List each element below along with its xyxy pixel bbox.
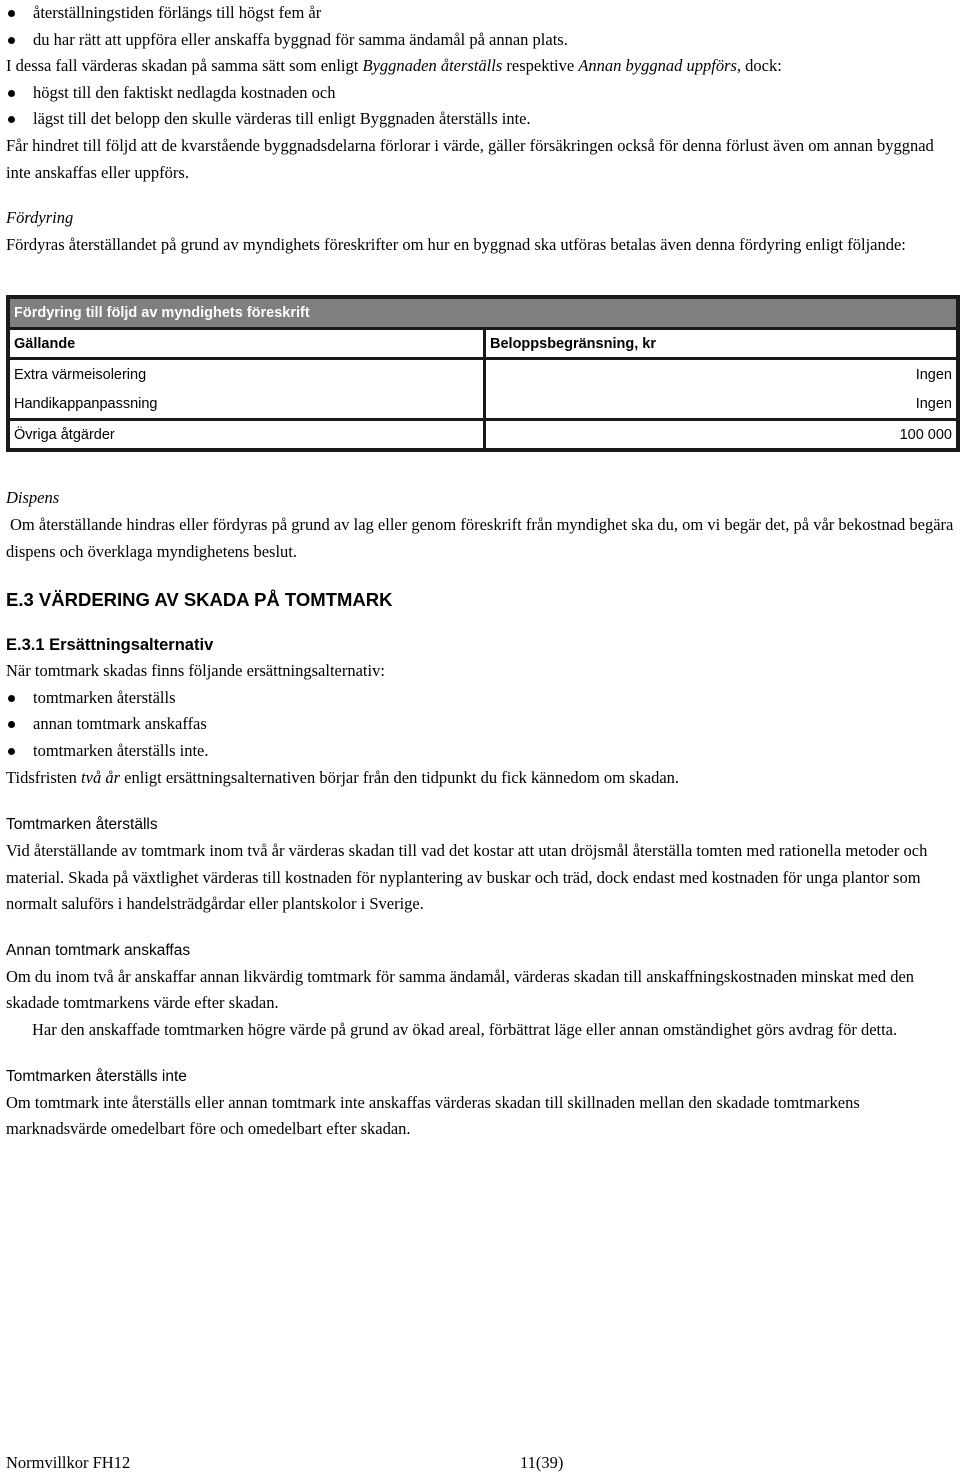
e31-intro: När tomtmark skadas finns följande ersättningsalternativ: — [6, 661, 385, 681]
table-row — [8, 390, 958, 420]
table-title: Fördyring till följd av myndighets föreskrift — [8, 297, 958, 329]
page-footer — [6, 1450, 954, 1476]
intro-pre: I dessa fall värderas skadan på samma sätt som enligt — [6, 56, 363, 76]
row-value: Ingen — [485, 359, 959, 391]
table-row — [8, 420, 958, 451]
top-bullet-list — [6, 0, 954, 53]
list-item: högst till den faktiskt nedlagda kostnaden och — [6, 80, 954, 107]
row-value: Ingen — [485, 390, 959, 420]
annan-tomt-paragraph-1: Om du inom två år anskaffar annan likvärdig tomtmark för samma ändamål, värderas skadan till anskaffningskostnaden minskat med den skadade tomtmarkens värde efter skadan. — [6, 966, 915, 1013]
table-header-row — [8, 329, 958, 359]
row-label: Övriga åtgärder — [14, 426, 115, 443]
intro-ref-1: Byggnaden återställs — [362, 56, 503, 76]
row-value: 100 000 — [485, 420, 959, 451]
dispens-paragraph: Om återställande hindras eller fördyras på grund av lag eller genom föreskrift från myndighet ska du, om vi begär det, på vår bekostnad begära dispens och överklaga myndighetens beslut. — [6, 514, 954, 561]
list-item: lägst till det belopp den skulle värderas till enligt Byggnaden återställs inte. — [6, 106, 954, 133]
list-item: tomtmarken återställs — [6, 685, 954, 712]
intro-ref-2: Annan byggnad uppförs — [578, 56, 737, 76]
list-item: tomtmarken återställs inte. — [6, 738, 954, 765]
tomt-inte-paragraph: Om tomtmark inte återställs eller annan tomtmark inte anskaffas värderas skadan till skillnaden mellan den skadade tomtmarkens marknadsvärde omedelbart före och omedelbart efter skadan. — [6, 1092, 860, 1139]
limit-bullet-list — [6, 80, 954, 133]
footer-document-name: Normvillkor FH12 — [6, 1453, 131, 1472]
row-label: Extra värmeisolering — [14, 367, 147, 384]
list-item: annan tomtmark anskaffas — [6, 711, 954, 738]
table-title-row — [8, 297, 958, 329]
list-item: återställningstiden förlängs till högst fem år — [6, 0, 954, 27]
subsection-heading-e31: E.3.1 Ersättningsalternativ — [6, 636, 214, 655]
tomt-aterstalls-heading: Tomtmarken återställs — [6, 816, 158, 834]
table-row — [8, 359, 958, 391]
document-page — [6, 0, 954, 1143]
list-item: du har rätt att uppföra eller anskaffa byggnad för samma ändamål på annan plats. — [6, 27, 954, 54]
row-label: Handikappanpassning — [8, 390, 485, 420]
fordyring-table — [6, 295, 960, 452]
footer-page-number: 11(39) — [520, 1453, 564, 1472]
deadline-post: enligt ersättningsalternativen börjar från den tidpunkt du fick kännedom om skadan. — [120, 767, 680, 787]
tomt-aterstalls-paragraph: Vid återställande av tomtmark inom två år värderas skadan till vad det kostar att utan dröjsmål återställa tomten med rationella metoder och material. Skada på växtlighet värderas till kostnaden för nyplantering av buskar och träd, dock endast med kostnaden för unga plantor som normalt saluförs i handelsträdgårdar eller plantskolor i Sverige. — [6, 841, 928, 914]
fordyring-paragraph: Fördyras återställandet på grund av myndighets föreskrifter om hur en byggnad ska utföras betalas även denna fördyring enligt följande: — [6, 234, 906, 254]
annan-tomt-paragraph-2: Har den anskaffade tomtmarken högre värde på grund av ökad areal, förbättrat läge eller annan omständighet görs avdrag för detta. — [32, 1020, 898, 1040]
intro-paragraph — [6, 53, 954, 80]
dispens-heading: Dispens — [6, 488, 60, 508]
column-header-belopp: Beloppsbegränsning, kr — [485, 329, 959, 359]
tomt-inte-heading: Tomtmarken återställs inte — [6, 1067, 187, 1085]
fordyring-heading: Fördyring — [6, 208, 74, 228]
deadline-paragraph — [6, 765, 954, 792]
intro-post: , dock: — [736, 56, 782, 76]
e31-bullet-list — [6, 685, 954, 765]
deadline-emphasis: två år — [81, 767, 121, 787]
deadline-pre: Tidsfristen — [6, 767, 82, 787]
hinder-paragraph: Får hindret till följd att de kvarstående byggnadsdelarna förlorar i värde, gäller försäkringen också för denna förlust även om annan byggnad inte anskaffas eller uppförs. — [6, 135, 934, 182]
column-header-gallande: Gällande — [8, 329, 485, 359]
intro-mid: respektive — [502, 56, 579, 76]
section-heading-e3: E.3 VÄRDERING AV SKADA PÅ TOMTMARK — [6, 589, 393, 611]
annan-tomt-heading: Annan tomtmark anskaffas — [6, 941, 191, 959]
